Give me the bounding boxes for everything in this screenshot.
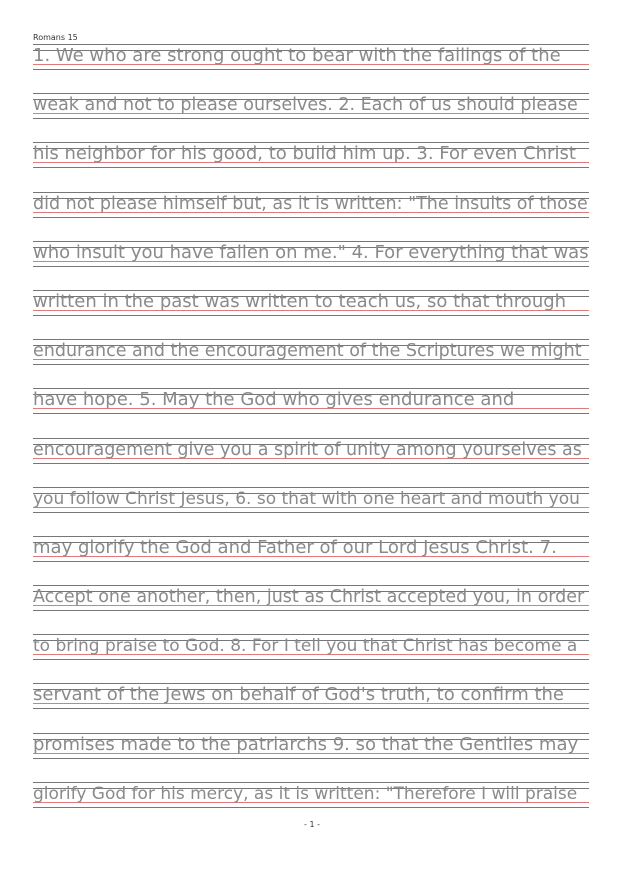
practice-line <box>33 536 589 585</box>
guide-line-bottom <box>33 266 589 267</box>
guide-line-bottom <box>33 167 589 168</box>
trace-text: who insult you have fallen on me." 4. For everything that was <box>33 241 589 263</box>
practice-line <box>33 44 589 93</box>
guide-line-bottom <box>33 561 589 562</box>
trace-text: to bring praise to God. 8. For I tell you that Christ has become a <box>33 636 578 657</box>
trace-text: written in the past was written to teach us, so that through <box>33 290 567 312</box>
practice-line <box>33 683 589 732</box>
trace-text: may glorify the God and Father of our Lord Jesus Christ. 7. <box>33 536 557 558</box>
trace-text: endurance and the encouragement of the Scriptures we might <box>33 341 582 362</box>
practice-line <box>33 438 589 487</box>
guide-line-bottom <box>33 659 589 660</box>
practice-line <box>33 192 589 241</box>
practice-line <box>33 634 589 683</box>
trace-text: servant of the Jews on behalf of God's truth, to confirm the <box>33 684 565 706</box>
trace-text: weak and not to please ourselves. 2. Each of us should please <box>33 95 578 116</box>
guide-line-bottom <box>33 463 589 464</box>
page-title: Romans 15 <box>33 33 78 42</box>
guide-line-bottom <box>33 413 589 414</box>
trace-text: 1. We who are strong ought to bear with the failings of the <box>33 45 561 66</box>
trace-text: have hope. 5. May the God who gives endurance and <box>33 389 515 411</box>
guide-line-bottom <box>33 69 589 70</box>
guide-line-bottom <box>33 610 589 611</box>
guide-line-bottom <box>33 315 589 316</box>
practice-line <box>33 241 589 290</box>
guide-line-bottom <box>33 708 589 709</box>
guide-line-bottom <box>33 118 589 119</box>
practice-line <box>33 487 589 536</box>
practice-line <box>33 339 589 388</box>
trace-text: promises made to the patriarchs 9. so that the Gentiles may <box>33 733 579 755</box>
practice-line <box>33 93 589 142</box>
practice-line <box>33 290 589 339</box>
trace-text: encouragement give you a spirit of unity among yourselves as <box>33 439 582 460</box>
handwriting-practice-area <box>33 44 589 831</box>
practice-line <box>33 142 589 191</box>
practice-line <box>33 733 589 782</box>
page-number: - 1 - <box>304 820 320 829</box>
guide-line-bottom <box>33 364 589 365</box>
practice-line <box>33 388 589 437</box>
trace-text: Accept one another, then, just as Christ accepted you, in order <box>33 587 585 608</box>
guide-line-bottom <box>33 758 589 759</box>
guide-line-bottom <box>33 217 589 218</box>
guide-line-bottom <box>33 512 589 513</box>
practice-line <box>33 585 589 634</box>
guide-line-bottom <box>33 807 589 808</box>
trace-text: glorify God for his mercy, as it is written: "Therefore I will praise <box>33 783 578 804</box>
trace-text: you follow Christ Jesus, 6. so that with one heart and mouth you <box>33 488 580 509</box>
trace-text: did not please himself but, as it is written: "The insults of those <box>33 193 588 214</box>
trace-text: his neighbor for his good, to build him up. 3. For even Christ <box>33 143 576 165</box>
